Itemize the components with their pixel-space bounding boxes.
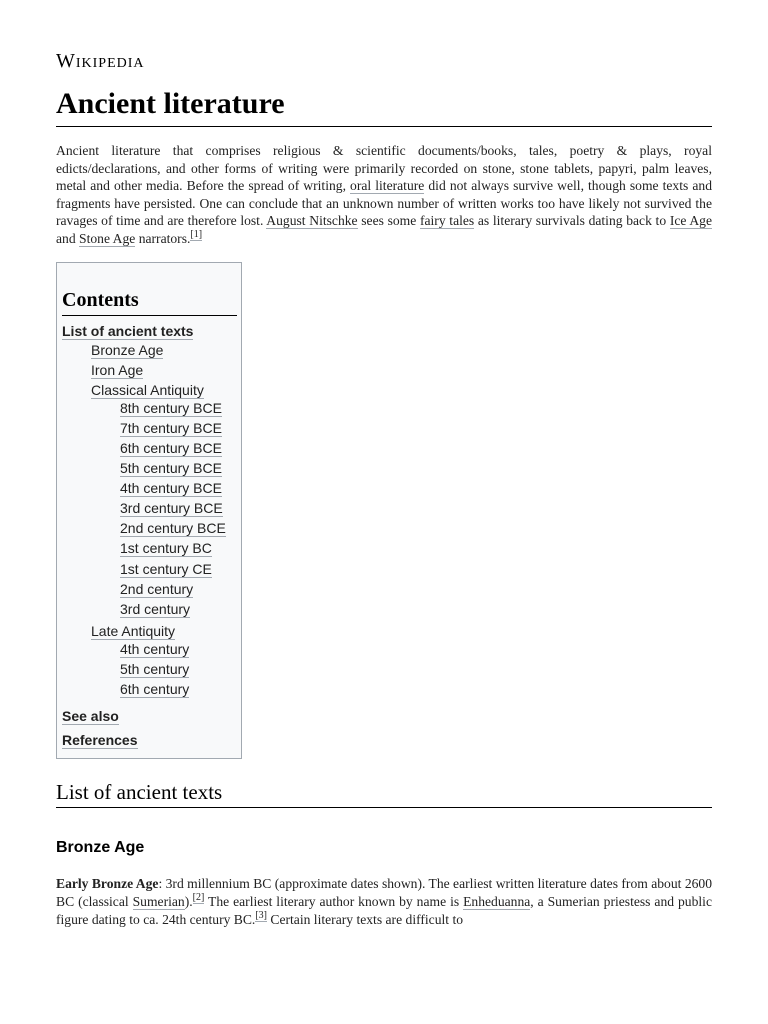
toc-item[interactable]: 6th century — [120, 681, 190, 697]
bold-term: Early Bronze Age — [56, 876, 159, 891]
reference-link[interactable]: [3] — [255, 910, 267, 922]
toc-item[interactable]: 1st century BC — [120, 540, 212, 556]
table-of-contents — [56, 262, 242, 759]
intro-text: and — [56, 230, 80, 246]
toc-item[interactable]: 3rd century BCE — [120, 500, 223, 516]
link-stone-age[interactable]: Stone Age — [79, 230, 136, 246]
para-text: : 3rd millennium BC (approximate dates shown). The earliest written literature dates from about 2600 BC (classical — [56, 876, 713, 909]
toc-item[interactable]: 1st century CE — [120, 561, 212, 577]
para-text: Certain literary texts are difficult to — [267, 912, 464, 927]
para-text: , a Sumerian priestess and public figure dating to ca. 24th century BC. — [56, 894, 712, 927]
toc-item[interactable]: References — [62, 732, 138, 748]
toc-item[interactable]: 5th century BCE — [120, 460, 222, 476]
toc-item[interactable]: Late Antiquity — [91, 623, 176, 639]
intro-text: Ancient literature that comprises religious & scientific documents/books, tales, poetry & plays, royal edicts/declarations, and other forms of writing were primarily recorded on stone, stone tablets, papyri, palm leaves, metal and other media. Before the spread of writing, — [56, 143, 712, 193]
toc-item[interactable]: 6th century BCE — [120, 440, 222, 456]
toc-item[interactable]: Classical Antiquity — [91, 382, 204, 398]
subsection-heading: Bronze Age — [56, 839, 145, 856]
reference-link[interactable]: [2] — [192, 892, 205, 904]
intro-text: sees some — [357, 213, 420, 228]
link-sumerian[interactable]: Sumerian — [132, 894, 185, 909]
para-text: ). — [184, 894, 193, 909]
page-title: Ancient literature — [56, 84, 712, 127]
link-august-nitschke[interactable]: August Nitschke — [266, 213, 358, 228]
para-text: The earliest literary author known by name is — [204, 894, 464, 909]
toc-title: Contents — [62, 287, 237, 316]
intro-text: as literary survivals dating back to — [474, 213, 670, 228]
toc-item[interactable]: 3rd century — [120, 601, 191, 617]
link-oral-literature[interactable]: oral literature — [350, 178, 425, 193]
intro-paragraph — [56, 142, 712, 247]
section-paragraph — [56, 875, 712, 929]
intro-text: did not always survive well, though some texts and fragments have persisted. One can conclude that an unknown number of written works too have likely not survived the ravages of time and are therefore lost. — [56, 178, 712, 228]
toc-item[interactable]: 5th century — [120, 661, 190, 677]
link-fairy-tales[interactable]: fairy tales — [419, 213, 475, 228]
toc-item[interactable]: Iron Age — [91, 362, 144, 378]
toc-item[interactable]: See also — [62, 708, 119, 724]
intro-text: narrators. — [135, 230, 191, 246]
toc-item[interactable]: 7th century BCE — [120, 420, 222, 436]
wikipedia-wordmark[interactable]: Wikipedia — [56, 50, 145, 72]
link-enheduanna[interactable]: Enheduanna — [463, 894, 531, 909]
link-ice-age[interactable]: Ice Age — [669, 213, 712, 228]
toc-item[interactable]: List of ancient texts — [62, 323, 194, 339]
toc-item[interactable]: 4th century — [120, 641, 190, 657]
toc-item[interactable]: Bronze Age — [91, 342, 164, 358]
section-heading: List of ancient texts — [56, 780, 712, 808]
toc-item[interactable]: 2nd century — [120, 581, 194, 597]
toc-item[interactable]: 2nd century BCE — [120, 520, 226, 536]
reference-link[interactable]: [1] — [190, 228, 203, 240]
toc-item[interactable]: 8th century BCE — [120, 400, 222, 416]
toc-item[interactable]: 4th century BCE — [120, 480, 222, 496]
